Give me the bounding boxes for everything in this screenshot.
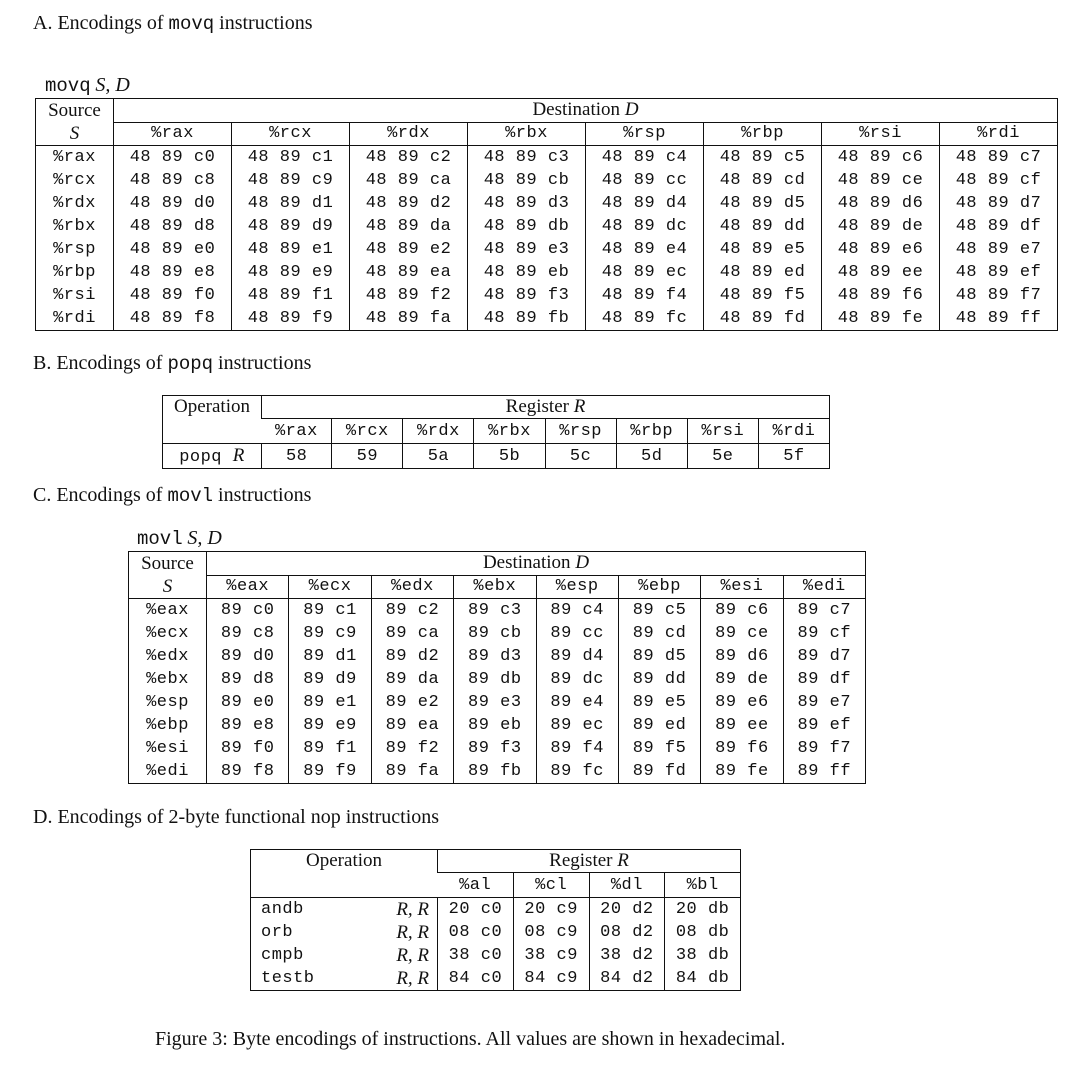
encoding-cell: 48 89 e0	[114, 238, 232, 261]
encoding-cell: 89 f8	[207, 760, 289, 784]
encoding-cell: 48 89 d5	[704, 192, 822, 215]
operation-name: testb	[261, 969, 315, 988]
operation-args: R, R	[396, 921, 430, 943]
encoding-cell: 48 89 dc	[586, 215, 704, 238]
encoding-cell: 48 89 fe	[822, 307, 940, 331]
encoding-cell: 38 c9	[513, 944, 589, 967]
column-header: %rcx	[332, 419, 403, 444]
encoding-cell: 59	[332, 444, 403, 469]
table-row	[251, 898, 741, 922]
encoding-cell: 5b	[474, 444, 545, 469]
encoding-cell: 89 dd	[618, 668, 700, 691]
encoding-cell: 48 89 f5	[704, 284, 822, 307]
section-a-syntax-op: movq	[45, 75, 91, 97]
encoding-cell: 5e	[687, 444, 758, 469]
encoding-cell: 38 d2	[589, 944, 665, 967]
encoding-cell: 48 89 e7	[940, 238, 1058, 261]
column-header-row	[36, 122, 1058, 146]
register-header-text: Register	[549, 850, 613, 871]
encoding-cell: 48 89 cc	[586, 169, 704, 192]
encoding-cell: 48 89 ea	[350, 261, 468, 284]
encoding-cell: 48 89 cf	[940, 169, 1058, 192]
encoding-cell: 89 ea	[371, 714, 453, 737]
encoding-cell: 08 d2	[589, 921, 665, 944]
row-header: %rcx	[53, 171, 96, 190]
section-b-heading-prefix: B. Encodings of	[33, 352, 163, 374]
header-row	[163, 396, 830, 419]
column-header: %rbx	[474, 419, 545, 444]
section-a-syntax-args: S, D	[95, 74, 130, 96]
encoding-cell: 48 89 cd	[704, 169, 822, 192]
column-header: %edi	[783, 575, 865, 599]
encoding-cell: 20 d2	[589, 898, 665, 922]
encoding-cell: 48 89 d0	[114, 192, 232, 215]
nop-encoding-table	[250, 849, 741, 991]
encoding-cell: 84 db	[665, 967, 741, 991]
encoding-cell: 48 89 c1	[232, 146, 350, 170]
encoding-cell: 48 89 c6	[822, 146, 940, 170]
destination-header	[207, 552, 866, 576]
encoding-cell: 89 e1	[289, 691, 371, 714]
encoding-cell: 48 89 df	[940, 215, 1058, 238]
encoding-cell: 48 89 da	[350, 215, 468, 238]
operation-header: Operation	[251, 850, 438, 898]
table-row	[129, 714, 866, 737]
column-header: %esi	[701, 575, 783, 599]
column-header: %cl	[513, 873, 589, 898]
section-b-heading	[33, 352, 311, 375]
table-row	[36, 284, 1058, 307]
encoding-cell: 48 89 f4	[586, 284, 704, 307]
row-header: %rsp	[53, 240, 96, 259]
encoding-cell: 84 d2	[589, 967, 665, 991]
row-header: %rbp	[53, 263, 96, 282]
encoding-cell: 89 c0	[207, 599, 289, 623]
encoding-cell: 89 e9	[289, 714, 371, 737]
source-header: Source	[141, 552, 194, 574]
encoding-cell: 48 89 e8	[114, 261, 232, 284]
encoding-cell: 48 89 d2	[350, 192, 468, 215]
encoding-cell: 89 e3	[454, 691, 536, 714]
encoding-cell: 89 c6	[701, 599, 783, 623]
row-header: %ebx	[146, 670, 189, 689]
encoding-cell: 48 89 e9	[232, 261, 350, 284]
section-a-heading-prefix: A. Encodings of	[33, 12, 164, 34]
section-a-heading	[33, 12, 313, 35]
encoding-cell: 08 c0	[438, 921, 514, 944]
operation-args: R, R	[396, 967, 430, 989]
section-d-heading: D. Encodings of 2-byte functional nop instructions	[33, 806, 440, 828]
figure-caption: Figure 3: Byte encodings of instructions. All values are shown in hexadecimal.	[155, 1028, 786, 1050]
encoding-cell: 48 89 ef	[940, 261, 1058, 284]
encoding-cell: 48 89 c4	[586, 146, 704, 170]
column-header: %rdx	[350, 122, 468, 146]
movq-encoding-table	[35, 98, 1058, 331]
encoding-cell: 08 c9	[513, 921, 589, 944]
table-row	[129, 737, 866, 760]
encoding-cell: 89 dc	[536, 668, 618, 691]
column-header: %dl	[589, 873, 665, 898]
encoding-cell: 89 d7	[783, 645, 865, 668]
encoding-cell: 48 89 fc	[586, 307, 704, 331]
column-header: %ebx	[454, 575, 536, 599]
column-header: %rdi	[940, 122, 1058, 146]
encoding-cell: 48 89 dd	[704, 215, 822, 238]
table-row	[129, 691, 866, 714]
table-row	[129, 599, 866, 623]
column-header: %ecx	[289, 575, 371, 599]
encoding-cell: 89 f1	[289, 737, 371, 760]
encoding-cell: 89 eb	[454, 714, 536, 737]
encoding-cell: 89 f4	[536, 737, 618, 760]
encoding-cell: 89 c2	[371, 599, 453, 623]
source-var: S	[69, 122, 80, 144]
operation-name: popq	[179, 448, 222, 467]
encoding-cell: 48 89 f9	[232, 307, 350, 331]
encoding-cell: 38 c0	[438, 944, 514, 967]
encoding-cell: 89 c3	[454, 599, 536, 623]
encoding-cell: 89 ff	[783, 760, 865, 784]
section-b-heading-suffix: instructions	[218, 352, 312, 374]
encoding-cell: 48 89 f2	[350, 284, 468, 307]
encoding-cell: 5c	[545, 444, 616, 469]
encoding-cell: 48 89 f3	[468, 284, 586, 307]
encoding-cell: 89 f3	[454, 737, 536, 760]
table-row	[36, 238, 1058, 261]
operation-name: orb	[261, 923, 294, 942]
row-header: %rdx	[53, 194, 96, 213]
column-header-row	[163, 419, 830, 444]
encoding-cell: 5f	[758, 444, 829, 469]
table-row	[129, 622, 866, 645]
section-a-heading-code: movq	[168, 13, 215, 35]
destination-header	[114, 99, 1058, 123]
section-a-syntax	[45, 74, 130, 97]
source-var-header	[129, 575, 207, 599]
header-row	[36, 99, 1058, 123]
column-header: %rbx	[468, 122, 586, 146]
encoding-cell: 89 ca	[371, 622, 453, 645]
encoding-cell: 84 c0	[438, 967, 514, 991]
encoding-cell: 48 89 c2	[350, 146, 468, 170]
column-header: %esp	[536, 575, 618, 599]
section-c-heading-prefix: C. Encodings of	[33, 484, 163, 506]
column-header: %rdx	[403, 419, 474, 444]
encoding-cell: 89 c7	[783, 599, 865, 623]
encoding-cell: 89 d2	[371, 645, 453, 668]
encoding-cell: 08 db	[665, 921, 741, 944]
encoding-cell: 89 e6	[701, 691, 783, 714]
table-row	[129, 668, 866, 691]
encoding-cell: 89 cf	[783, 622, 865, 645]
encoding-cell: 89 df	[783, 668, 865, 691]
encoding-cell: 89 c9	[289, 622, 371, 645]
encoding-cell: 48 89 d4	[586, 192, 704, 215]
movl-encoding-table	[128, 551, 866, 784]
row-header: %edi	[146, 762, 189, 781]
table-row	[36, 146, 1058, 170]
section-c-syntax	[137, 527, 222, 550]
table-row	[36, 169, 1058, 192]
column-header: %rcx	[232, 122, 350, 146]
table-row	[36, 192, 1058, 215]
encoding-cell: 89 fc	[536, 760, 618, 784]
destination-header-text: Destination	[482, 552, 571, 574]
section-c-syntax-op: movl	[137, 528, 183, 550]
encoding-cell: 89 e5	[618, 691, 700, 714]
column-header: %rdi	[758, 419, 829, 444]
encoding-cell: 48 89 e6	[822, 238, 940, 261]
table-row	[36, 307, 1058, 331]
encoding-cell: 89 ed	[618, 714, 700, 737]
encoding-cell: 48 89 fb	[468, 307, 586, 331]
encoding-cell: 48 89 e1	[232, 238, 350, 261]
encoding-cell: 89 fe	[701, 760, 783, 784]
section-c-heading-code: movl	[167, 485, 214, 507]
row-header: %rdi	[53, 309, 96, 328]
encoding-cell: 89 fb	[454, 760, 536, 784]
encoding-cell: 89 d5	[618, 645, 700, 668]
encoding-cell: 89 cb	[454, 622, 536, 645]
encoding-cell: 48 89 f6	[822, 284, 940, 307]
encoding-cell: 89 ce	[701, 622, 783, 645]
table-row	[129, 760, 866, 784]
register-header-var: R	[617, 850, 629, 871]
operation-args: R, R	[396, 944, 430, 966]
encoding-cell: 48 89 eb	[468, 261, 586, 284]
encoding-cell: 48 89 cb	[468, 169, 586, 192]
encoding-cell: 48 89 d7	[940, 192, 1058, 215]
encoding-cell: 48 89 d6	[822, 192, 940, 215]
encoding-cell: 48 89 c3	[468, 146, 586, 170]
column-header: %bl	[665, 873, 741, 898]
encoding-cell: 48 89 d9	[232, 215, 350, 238]
operation-name: andb	[261, 900, 304, 919]
encoding-cell: 89 fd	[618, 760, 700, 784]
encoding-cell: 5d	[616, 444, 687, 469]
encoding-cell: 89 de	[701, 668, 783, 691]
register-header	[438, 850, 741, 873]
encoding-cell: 89 d4	[536, 645, 618, 668]
section-c-syntax-args: S, D	[187, 527, 222, 549]
register-header	[262, 396, 830, 419]
row-header: %rsi	[53, 286, 96, 305]
encoding-cell: 89 cd	[618, 622, 700, 645]
encoding-cell: 20 db	[665, 898, 741, 922]
operation-header: Operation	[163, 396, 262, 444]
column-header: %rbp	[704, 122, 822, 146]
encoding-cell: 20 c0	[438, 898, 514, 922]
encoding-cell: 48 89 ce	[822, 169, 940, 192]
encoding-cell: 89 e0	[207, 691, 289, 714]
encoding-cell: 89 d9	[289, 668, 371, 691]
encoding-cell: 89 f5	[618, 737, 700, 760]
row-header: %ecx	[146, 624, 189, 643]
encoding-cell: 89 c5	[618, 599, 700, 623]
section-b-heading-code: popq	[167, 353, 214, 375]
encoding-cell: 89 e7	[783, 691, 865, 714]
encoding-cell: 20 c9	[513, 898, 589, 922]
operation-cell	[163, 444, 262, 469]
source-var: S	[162, 575, 173, 597]
encoding-cell: 48 89 de	[822, 215, 940, 238]
encoding-cell: 89 cc	[536, 622, 618, 645]
row-header: %esi	[146, 739, 189, 758]
encoding-cell: 48 89 fd	[704, 307, 822, 331]
header-row	[251, 850, 741, 873]
column-header: %al	[438, 873, 514, 898]
operation-args: R, R	[396, 898, 430, 920]
encoding-cell: 48 89 ec	[586, 261, 704, 284]
section-c-heading-suffix: instructions	[218, 484, 312, 506]
column-header: %rsi	[822, 122, 940, 146]
encoding-cell: 89 fa	[371, 760, 453, 784]
table-row	[251, 967, 741, 991]
operation-arg: R	[232, 445, 245, 466]
register-header-var: R	[573, 396, 586, 417]
column-header: %rsp	[545, 419, 616, 444]
encoding-cell: 89 d1	[289, 645, 371, 668]
encoding-cell: 89 ec	[536, 714, 618, 737]
encoding-cell: 48 89 d1	[232, 192, 350, 215]
column-header: %rax	[262, 419, 332, 444]
encoding-cell: 89 d3	[454, 645, 536, 668]
table-row	[36, 215, 1058, 238]
row-header: %esp	[146, 693, 189, 712]
encoding-cell: 89 d8	[207, 668, 289, 691]
encoding-cell: 89 db	[454, 668, 536, 691]
encoding-cell: 89 f9	[289, 760, 371, 784]
popq-encoding-table	[162, 395, 830, 469]
column-header-row	[129, 575, 866, 599]
encoding-cell: 84 c9	[513, 967, 589, 991]
row-header: %rax	[53, 148, 96, 167]
column-header: %rsi	[687, 419, 758, 444]
column-header: %ebp	[618, 575, 700, 599]
encoding-cell: 89 ef	[783, 714, 865, 737]
encoding-cell: 48 89 ed	[704, 261, 822, 284]
row-header: %edx	[146, 647, 189, 666]
table-row	[251, 944, 741, 967]
encoding-cell: 48 89 c8	[114, 169, 232, 192]
row-header: %rbx	[53, 217, 96, 236]
operation-name: cmpb	[261, 946, 304, 965]
encoding-cell: 48 89 f7	[940, 284, 1058, 307]
encoding-cell: 89 c4	[536, 599, 618, 623]
encoding-cell: 48 89 c9	[232, 169, 350, 192]
encoding-cell: 58	[262, 444, 332, 469]
source-var-header	[36, 122, 114, 146]
encoding-cell: 89 d6	[701, 645, 783, 668]
encoding-cell: 89 f2	[371, 737, 453, 760]
row-header: %ebp	[146, 716, 189, 735]
encoding-cell: 89 e4	[536, 691, 618, 714]
encoding-cell: 89 f0	[207, 737, 289, 760]
encoding-cell: 48 89 e5	[704, 238, 822, 261]
encoding-cell: 89 da	[371, 668, 453, 691]
encoding-cell: 48 89 e2	[350, 238, 468, 261]
encoding-cell: 48 89 f1	[232, 284, 350, 307]
encoding-cell: 89 f7	[783, 737, 865, 760]
destination-header-var: D	[624, 99, 639, 121]
encoding-cell: 48 89 ca	[350, 169, 468, 192]
encoding-cell: 48 89 f0	[114, 284, 232, 307]
table-row	[129, 645, 866, 668]
section-a-heading-suffix: instructions	[219, 12, 313, 34]
section-c-heading	[33, 484, 311, 507]
table-row	[251, 921, 741, 944]
column-header: %rax	[114, 122, 232, 146]
encoding-cell: 48 89 d8	[114, 215, 232, 238]
encoding-cell: 89 d0	[207, 645, 289, 668]
encoding-cell: 48 89 d3	[468, 192, 586, 215]
header-row	[129, 552, 866, 576]
encoding-cell: 48 89 fa	[350, 307, 468, 331]
encoding-cell: 48 89 c5	[704, 146, 822, 170]
register-header-text: Register	[505, 396, 569, 417]
encoding-cell: 89 c8	[207, 622, 289, 645]
encoding-cell: 48 89 e3	[468, 238, 586, 261]
encoding-cell: 48 89 db	[468, 215, 586, 238]
encoding-cell: 48 89 ff	[940, 307, 1058, 331]
encoding-cell: 48 89 ee	[822, 261, 940, 284]
encoding-cell: 89 e2	[371, 691, 453, 714]
encoding-cell: 89 ee	[701, 714, 783, 737]
encoding-cell: 48 89 c7	[940, 146, 1058, 170]
encoding-cell: 48 89 f8	[114, 307, 232, 331]
encoding-cell: 89 c1	[289, 599, 371, 623]
source-header: Source	[48, 99, 101, 121]
destination-header-var: D	[575, 552, 590, 574]
row-header: %eax	[146, 601, 189, 620]
destination-header-text: Destination	[532, 99, 621, 121]
encoding-cell: 48 89 e4	[586, 238, 704, 261]
encoding-cell: 38 db	[665, 944, 741, 967]
column-header: %edx	[371, 575, 453, 599]
encoding-cell: 48 89 c0	[114, 146, 232, 170]
encoding-cell: 5a	[403, 444, 474, 469]
column-header: %rbp	[616, 419, 687, 444]
table-row	[163, 444, 830, 469]
encoding-cell: 89 f6	[701, 737, 783, 760]
encoding-cell: 89 e8	[207, 714, 289, 737]
column-header: %rsp	[586, 122, 704, 146]
table-row	[36, 261, 1058, 284]
column-header: %eax	[207, 575, 289, 599]
